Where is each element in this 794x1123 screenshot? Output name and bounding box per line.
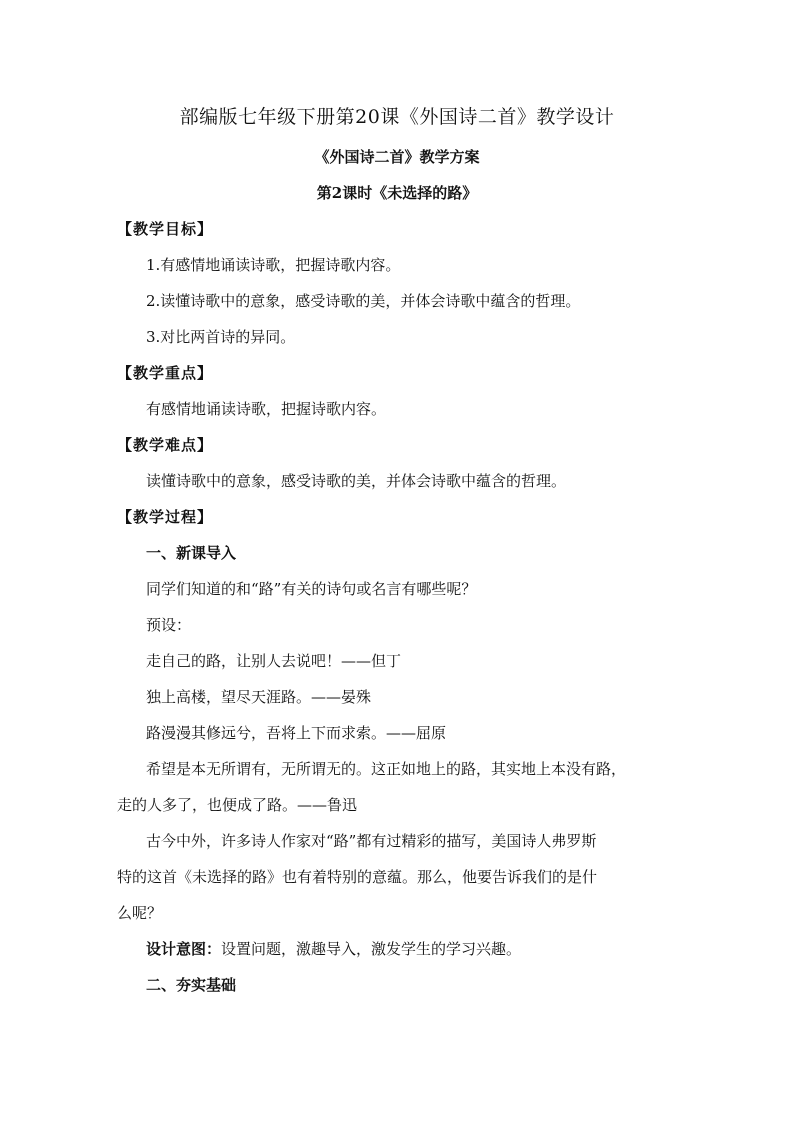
document-subtitle: 《外国诗二首》教学方案: [314, 148, 480, 166]
design-intent: [146, 938, 706, 960]
design-intent-text: 设置问题，激趣导入，激发学生的学习兴趣。: [221, 940, 522, 958]
objective-item: 3.对比两首诗的异同。: [146, 328, 296, 346]
lu-xun-quote-line: 希望是本无所谓有，无所谓无的。这正如地上的路，其实地上本没有路，: [146, 760, 627, 778]
document-title: 部编版七年级下册第20课《外国诗二首》教学设计: [179, 106, 615, 128]
intro-question: 同学们知道的和“路”有关的诗句或名言有哪些呢？: [146, 580, 477, 598]
process-heading: 【教学过程】: [117, 508, 214, 526]
lu-xun-quote-line: 走的人多了，也便成了路。——鲁迅: [117, 796, 358, 814]
quote-line: 路漫漫其修远兮，吾将上下而求索。——屈原: [146, 724, 447, 742]
step1-title: 一、新课导入: [146, 544, 237, 562]
intro-paragraph-line: 特的这首《未选择的路》也有着特别的意蕴。那么，他要告诉我们的是什: [117, 868, 598, 886]
objective-item: 1.有感情地诵读诗歌，把握诗歌内容。: [146, 256, 401, 274]
step2-title: 二、夯实基础: [146, 976, 237, 994]
difficulties-text: 读懂诗歌中的意象，感受诗歌的美，并体会诗歌中蕴含的哲理。: [146, 472, 567, 490]
intro-paragraph-line: 么呢？: [117, 904, 163, 922]
key-points-heading: 【教学重点】: [117, 364, 214, 382]
lesson-title: 第2课时《未选择的路》: [316, 184, 478, 202]
quote-line: 独上高楼，望尽天涯路。——晏殊: [146, 688, 372, 706]
design-intent-label: 设计意图：: [146, 940, 222, 958]
preset-label: 预设：: [146, 616, 192, 634]
intro-paragraph-line: 古今中外，许多诗人作家对“路”都有过精彩的描写，美国诗人弗罗斯: [146, 832, 597, 850]
key-points-text: 有感情地诵读诗歌，把握诗歌内容。: [146, 400, 387, 418]
quote-line: 走自己的路，让别人去说吧！——但丁: [146, 652, 402, 670]
difficulties-heading: 【教学难点】: [117, 436, 214, 454]
objective-item: 2.读懂诗歌中的意象，感受诗歌的美，并体会诗歌中蕴含的哲理。: [146, 292, 581, 310]
objectives-heading: 【教学目标】: [117, 220, 214, 238]
